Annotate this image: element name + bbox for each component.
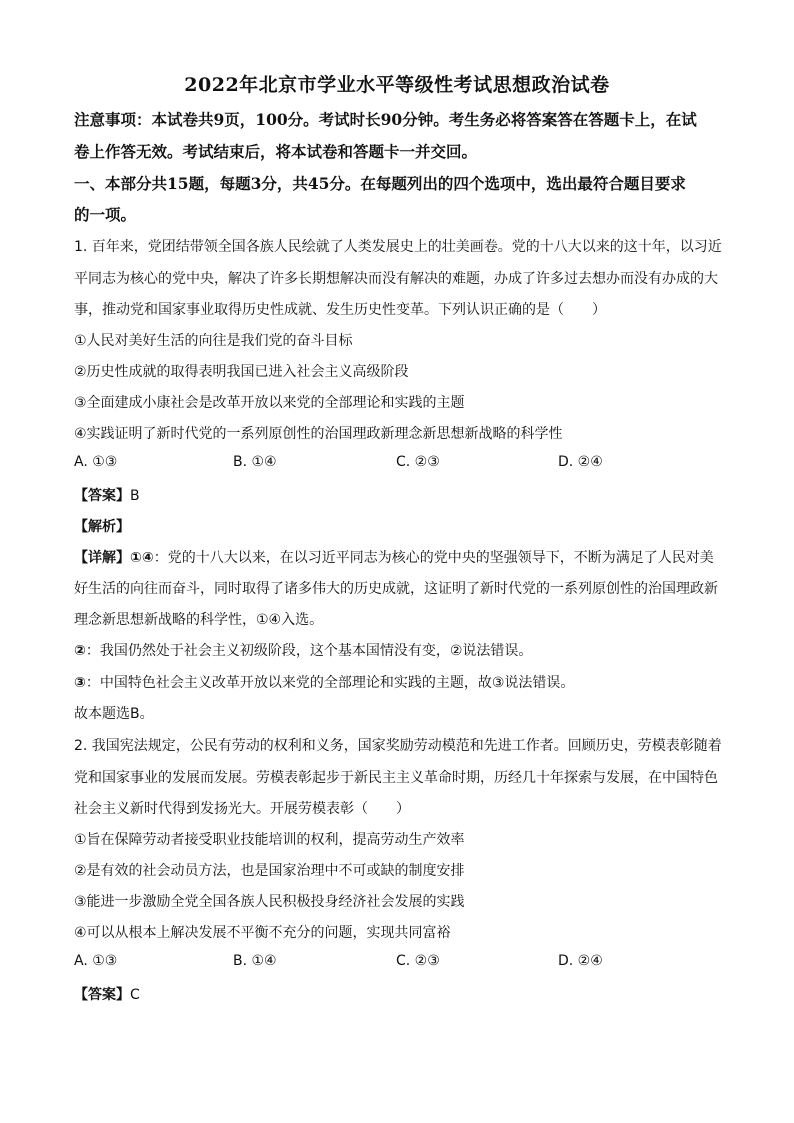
q1-reason-3-marker: ③ — [74, 675, 86, 691]
notice-line-1: 注意事项：本试卷共9页，100分。考试时长90分钟。考生务必将答案答在答题卡上，在试 — [74, 110, 697, 129]
q2-statement-3: ③能进一步激励全党全国各族人民积极投身经济社会发展的实践 — [74, 894, 465, 910]
q1-reason-2-text: ：我国仍然处于社会主义初级阶段，这个基本国情没有变，②说法错误。 — [85, 643, 533, 659]
q1-option-b: B. ①④ — [233, 454, 277, 470]
q2-option-c: C. ②③ — [396, 953, 440, 969]
section-instruction-line-1: 一、本部分共15题，每题3分，共45分。在每题列出的四个选项中，选出最符合题目要求 — [74, 174, 686, 193]
q1-stem-line-2: 平同志为核心的党中央，解决了许多长期想解决而没有解决的难题，办成了许多过去想办而没有办成的大 — [74, 271, 718, 287]
q2-stem-line-3: 社会主义新时代得到发扬光大。开展劳模表彰（ ） — [74, 801, 410, 817]
q1-answer-label: 【答案】 — [74, 488, 130, 504]
exam-title: 2022年北京市学业水平等级性考试思想政治试卷 — [184, 74, 610, 96]
q1-option-d: D. ②④ — [558, 454, 603, 470]
q2-option-a: A. ①③ — [74, 953, 118, 969]
q1-option-a: A. ①③ — [74, 454, 118, 470]
q1-statement-2: ②历史性成就的取得表明我国已进入社会主义高级阶段 — [74, 364, 409, 380]
section-instruction-line-2: 的一项。 — [74, 205, 137, 224]
q1-stem-line-1: 1. 百年来，党团结带领全国各族人民绘就了人类发展史上的壮美画卷。党的十八大以来的这十年，以习近 — [74, 239, 722, 255]
q1-detail-text-1: ：党的十八大以来，在以习近平同志为核心的党中央的坚强领导下，不断为满足了人民对美 — [153, 550, 714, 566]
q2-statement-2: ②是有效的社会动员方法，也是国家治理中不可或缺的制度安排 — [74, 863, 465, 879]
q1-option-c: C. ②③ — [396, 454, 440, 470]
q1-reason-2-marker: ② — [74, 643, 86, 659]
q1-analysis-heading — [74, 516, 722, 536]
notice-line-2: 卷上作答无效。考试结束后，将本试卷和答题卡一并交回。 — [74, 142, 478, 161]
q1-reason-2 — [74, 640, 722, 660]
q2-stem-line-2: 党和国家事业的发展而发展。劳模表彰起步于新民主主义革命时期，历经几十年探索与发展，在中国特色 — [74, 770, 718, 786]
q2-option-b: B. ①④ — [233, 953, 277, 969]
q2-statement-1: ①旨在保障劳动者接受职业技能培训的权利，提高劳动生产效率 — [74, 832, 465, 848]
q1-reason-3-text: ：中国特色社会主义改革开放以来党的全部理论和实践的主题，故③说法错误。 — [85, 675, 575, 691]
q2-option-d: D. ②④ — [558, 953, 603, 969]
q1-statement-4: ④实践证明了新时代党的一系列原创性的治国理政新理念新思想新战略的科学性 — [74, 426, 563, 442]
q2-answer-label: 【答案】 — [74, 987, 130, 1003]
q1-analysis-label: 【解析】 — [74, 519, 130, 535]
q2-answer-value: C — [130, 987, 140, 1003]
q1-stem-line-3: 事，推动党和国家事业取得历史性成就、发生历史性变革。下列认识正确的是（ ） — [74, 302, 606, 318]
q1-detail-line-3: 理念新思想新战略的科学性，①④入选。 — [74, 612, 324, 628]
q1-statement-1: ①人民对美好生活的向往是我们党的奋斗目标 — [74, 333, 353, 349]
q1-detail-label: 【详解】 — [74, 550, 130, 566]
q1-detail-line-1 — [74, 547, 722, 567]
q2-stem-line-1: 2. 我国宪法规定，公民有劳动的权利和义务，国家奖励劳动模范和先进工作者。回顾历史，劳模表彰随着 — [74, 738, 722, 754]
q1-conclusion: 故本题选B。 — [74, 706, 154, 722]
q2-statement-4: ④可以从根本上解决发展不平衡不充分的问题，实现共同富裕 — [74, 925, 451, 941]
q1-statement-3: ③全面建成小康社会是改革开放以来党的全部理论和实践的主题 — [74, 395, 465, 411]
q2-answer — [74, 984, 722, 1004]
q1-answer-value: B — [130, 488, 140, 504]
q1-answer — [74, 485, 722, 505]
q1-reason-3 — [74, 672, 722, 692]
q1-detail-marker: ①④ — [130, 550, 154, 566]
q1-detail-line-2: 好生活的向往而奋斗，同时取得了诸多伟大的历史成就，这证明了新时代党的一系列原创性的治国理政新 — [74, 581, 718, 597]
